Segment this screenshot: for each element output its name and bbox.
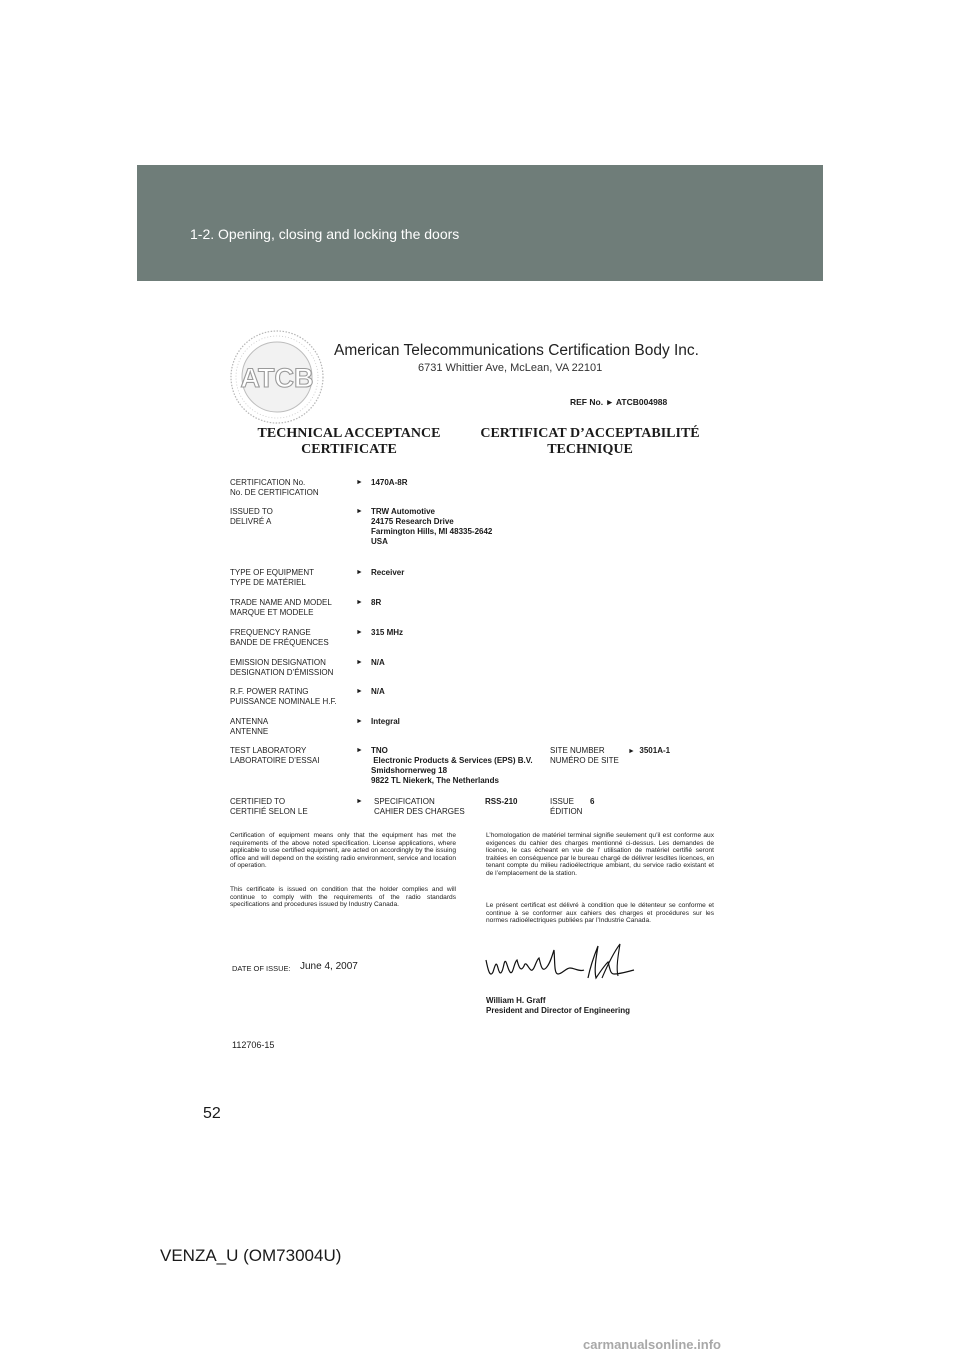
date-of-issue-value: June 4, 2007 <box>300 961 358 972</box>
title-en-line: CERTIFICATE <box>301 442 397 457</box>
ref-value: ATCB004988 <box>615 397 668 407</box>
field-label: R.F. POWER RATING PUISSANCE NOMINALE H.F. <box>230 687 337 706</box>
title-english <box>240 426 458 458</box>
ref-label: REF No. <box>570 397 604 407</box>
org-address: 6731 Whittier Ave, McLean, VA 22101 <box>418 362 603 374</box>
svg-text:ATCB: ATCB <box>240 363 314 393</box>
specification-value: RSS-210 <box>485 797 518 806</box>
arrow-icon: ► <box>628 748 635 755</box>
arrow-icon: ► <box>356 629 363 636</box>
issue-label: ISSUE ÉDITION <box>550 797 583 816</box>
signer-title: President and Director of Engineering <box>486 1006 631 1015</box>
section-title: 1-2. Opening, closing and locking the doors <box>190 226 460 242</box>
field-label: EMISSION DESIGNATION DESIGNATION D’ÉMISSION <box>230 658 334 677</box>
signature-image <box>484 938 644 988</box>
signer-name: William H. Graff <box>486 996 546 1005</box>
paragraph-fr-1: L’homologation de matériel terminal signifie seulement qu’il est conforme aux exigences du cahier des charges mentionné ci-dessus. Les demandes de licence, le cas écheant en vue de l’ utilisation de matériel certifié seront traitées en conséquence par le bureau chargé de délivrer lesdites licences, en tenant compte du milieu radioélectrique ambiant, du service radio existant et de l’emplacement de la station. <box>486 832 714 877</box>
field-label: ANTENNA ANTENNE <box>230 717 269 736</box>
title-french <box>472 426 708 458</box>
manual-code: VENZA_U (OM73004U) <box>160 1246 342 1265</box>
field-value: 8R <box>371 598 382 607</box>
arrow-icon: ► <box>356 569 363 576</box>
watermark: carmanualsonline.info <box>583 1337 721 1352</box>
paragraph-en-2: This certificate is issued on condition that the holder complies and will continue to comply with the requirements of the radio standards specifications and procedures issued by Industry Canada. <box>230 886 456 909</box>
arrow-icon: ► <box>605 397 614 407</box>
arrow-icon: ► <box>356 659 363 666</box>
site-number-label: SITE NUMBER NUMÉRO DE SITE <box>550 746 619 765</box>
field-label: TEST LABORATORY LABORATOIRE D’ESSAI <box>230 746 320 765</box>
page-number: 52 <box>203 1105 221 1122</box>
date-of-issue-label: DATE OF ISSUE: <box>232 964 291 973</box>
field-label: FREQUENCY RANGE BANDE DE FRÉQUENCES <box>230 628 329 647</box>
title-en-line: TECHNICAL ACCEPTANCE <box>257 426 441 441</box>
arrow-icon: ► <box>356 508 363 515</box>
field-label: TRADE NAME AND MODEL MARQUE ET MODELE <box>230 598 332 617</box>
field-value: N/A <box>371 658 385 667</box>
ref-number <box>570 397 667 407</box>
field-value: 315 MHz <box>371 628 404 637</box>
field-value: N/A <box>371 687 385 696</box>
certificate-document <box>222 320 732 1060</box>
specification-label: SPECIFICATION CAHIER DES CHARGES <box>374 797 465 816</box>
field-label: CERTIFICATION No. No. DE CERTIFICATION <box>230 478 319 497</box>
arrow-icon: ► <box>356 747 363 754</box>
field-value: TNO Electronic Products & Services (EPS) B.V. Smidshornerweg 18 9822 TL Niekerk, The Netherlands <box>371 746 533 785</box>
field-label: CERTIFIED TO CERTIFIÉ SELON LE <box>230 797 308 816</box>
title-fr-line: TECHNIQUE <box>547 442 633 457</box>
arrow-icon: ► <box>356 688 363 695</box>
org-name: American Telecommunications Certification Body Inc. <box>334 342 699 359</box>
field-value: Receiver <box>371 568 405 577</box>
section-header-bar <box>137 165 823 281</box>
field-value: 1470A-8R <box>371 478 408 487</box>
field-value: Integral <box>371 717 400 726</box>
arrow-icon: ► <box>356 798 363 805</box>
arrow-icon: ► <box>356 599 363 606</box>
arrow-icon: ► <box>356 718 363 725</box>
paragraph-fr-2: Le présent certificat est délivré à condition que le détenteur se conforme et continue à se conformer aux cahiers des charges et procédures sur les normes radioélectriques publiées par l’Industrie Canada. <box>486 902 714 925</box>
document-code: 112706-15 <box>232 1040 275 1050</box>
field-label: TYPE OF EQUIPMENT TYPE DE MATÉRIEL <box>230 568 315 587</box>
field-label: ISSUED TO DELIVRÉ A <box>230 507 273 526</box>
title-fr-line: CERTIFICAT D’ACCEPTABILITÉ <box>480 426 700 441</box>
atcb-seal-logo <box>228 328 326 426</box>
site-number-value: ► 3501A-1 <box>628 746 671 755</box>
arrow-icon: ► <box>356 479 363 486</box>
paragraph-en-1: Certification of equipment means only that the equipment has met the requirements of the above noted specification. License applications, where applicable to use certified equipment, are acted on accordingly by the issuing office and will depend on the existing radio environment, service and location of operation. <box>230 832 456 870</box>
field-value: TRW Automotive 24175 Research Drive Farmington Hills, MI 48335-2642 USA <box>371 507 493 546</box>
issue-value: 6 <box>590 797 595 806</box>
